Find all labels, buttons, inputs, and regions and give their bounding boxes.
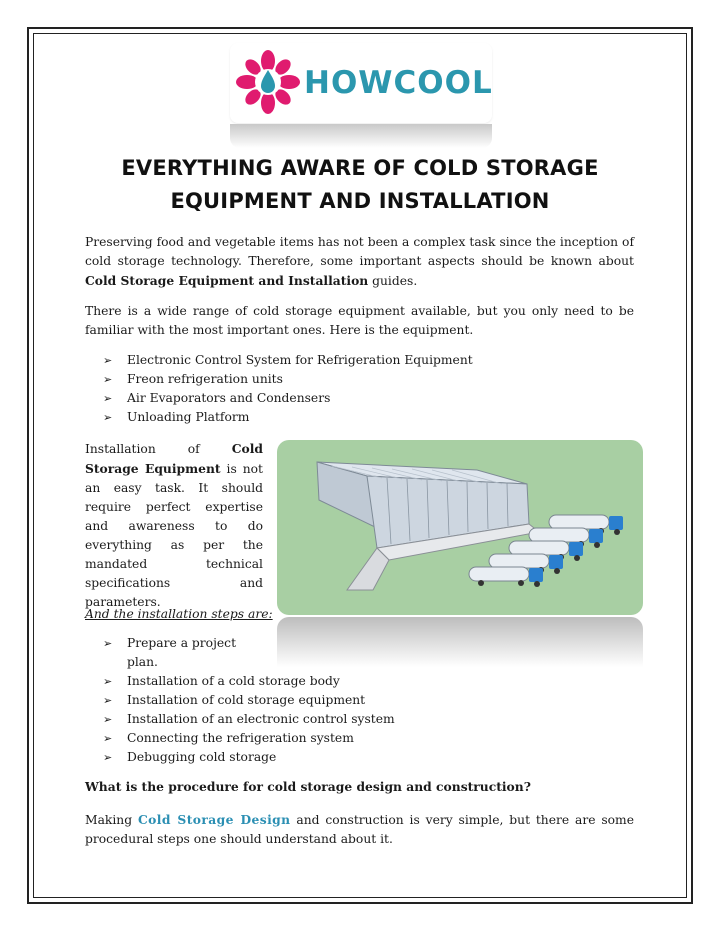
snowflake-drop-icon [235, 49, 301, 115]
equipment-list [103, 351, 473, 427]
list-item: ➢ Installation of an electronic control system [103, 710, 395, 729]
final-paragraph: Making Cold Storage Design and construction is very simple, but there are some procedural steps one should understand about it. [85, 812, 634, 846]
list-item: ➢ Air Evaporators and Condensers [103, 389, 473, 408]
arrow-bullet-icon: ➢ [103, 637, 113, 650]
intro-paragraph [85, 233, 634, 291]
cold-storage-design-link[interactable]: Cold Storage Design [137, 812, 291, 827]
list-item: ➢ Installation of a cold storage body [103, 672, 395, 691]
arrow-bullet-icon: ➢ [103, 373, 113, 386]
intro-bold-term: Cold Storage Equipment and Installation [85, 273, 369, 288]
intro-tail: guides. [368, 274, 418, 288]
installation-steps-list [103, 634, 395, 767]
arrow-bullet-icon: ➢ [103, 411, 113, 424]
list-item: ➢ Connecting the refrigeration system [103, 729, 395, 748]
list-item: ➢ Electronic Control System for Refrigeration Equipment [103, 351, 473, 370]
design-question-heading: What is the procedure for cold storage design and construction? [85, 779, 531, 794]
arrow-bullet-icon: ➢ [103, 675, 113, 688]
cold-storage-illustration [277, 440, 643, 615]
intro-text: Preserving food and vegetable items has not been a complex task since the inception of cold storage technology. Therefore, some important aspects should be known about [85, 235, 634, 268]
title-line-2: EQUIPMENT AND INSTALLATION [170, 189, 550, 213]
arrow-bullet-icon: ➢ [103, 694, 113, 707]
list-item: ➢ Installation of cold storage equipment [103, 691, 395, 710]
list-item: ➢ Unloading Platform [103, 408, 473, 427]
arrow-bullet-icon: ➢ [103, 713, 113, 726]
installation-bold-term: Cold Storage Equipment [85, 441, 263, 476]
equipment-range-paragraph: There is a wide range of cold storage equipment available, but you only need to be familiar with the most important ones. Here is the equipment. [85, 304, 634, 337]
warehouse-image [277, 440, 643, 615]
arrow-bullet-icon: ➢ [103, 354, 113, 367]
list-item: ➢ Debugging cold storage [103, 748, 395, 767]
arrow-bullet-icon: ➢ [103, 732, 113, 745]
steps-heading: And the installation steps are: [85, 607, 273, 621]
logo-reflection [230, 124, 492, 148]
title-line-1: EVERYTHING AWARE OF COLD STORAGE [121, 156, 599, 180]
arrow-bullet-icon: ➢ [103, 392, 113, 405]
list-item: ➢ Freon refrigeration units [103, 370, 473, 389]
brand-name: HOWCOOL [304, 65, 493, 101]
howcool-logo [230, 43, 492, 123]
list-item: ➢ Prepare a project plan. [103, 636, 237, 669]
page-title [60, 152, 660, 218]
arrow-bullet-icon: ➢ [103, 751, 113, 764]
installation-paragraph: Installation of Cold Storage Equipment is not an easy task. It should require perfect expertise and awareness to do everything as per the mandated technical specifications and parameters. [85, 441, 263, 609]
